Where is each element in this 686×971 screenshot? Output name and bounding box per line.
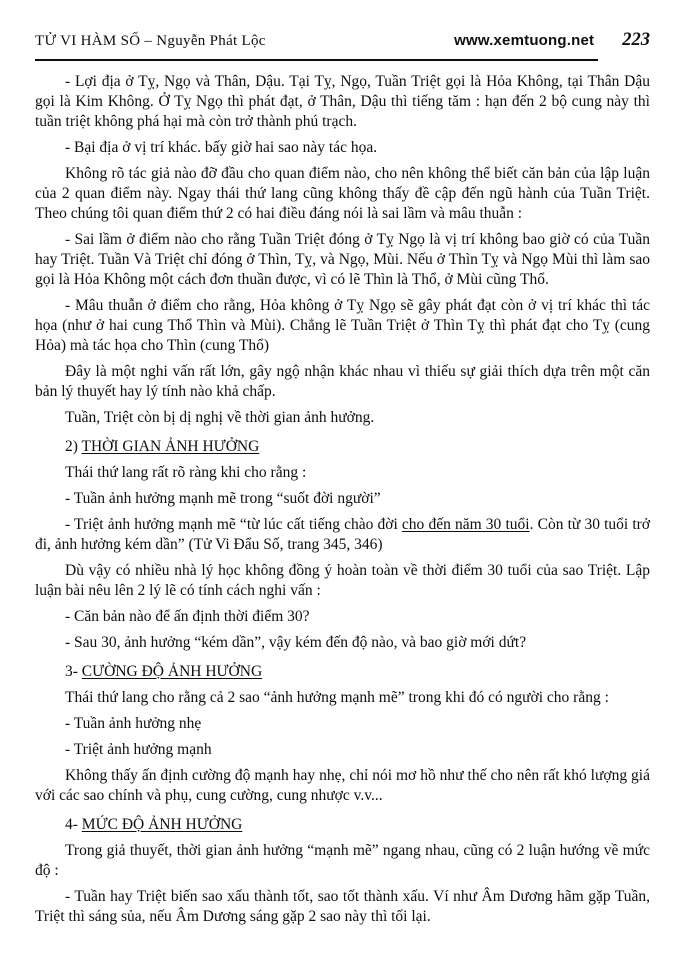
- paragraph-nghi-van: Đây là một nghi vấn rất lớn, gây ngộ nhận khác nhau vì thiếu sự giải thích dựa trên một căn bản lý thuyết hay lý tính nào khả chấp.: [35, 363, 650, 400]
- website-url: www.xemtuong.net: [454, 32, 595, 49]
- paragraph-tuan-nhe: - Tuần ảnh hưởng nhẹ: [65, 715, 202, 732]
- paragraph-triet-manh: - Triệt ảnh hưởng mạnh: [65, 741, 212, 758]
- heading-number: 3-: [65, 663, 82, 680]
- paragraph-khong-ro: Không rõ tác giả nào đỡ đầu cho quan điểm nào, cho nên không thể biết căn bản của lập luận của 2 quan điểm này. Ngay thái thứ lang cũng không thấy đề cập đến ngũ hành của Tuần Triệt. Theo chúng tôi quan điểm thứ 2 có hai điều đáng nói là sai lầm và mâu thuẫn :: [35, 165, 650, 222]
- paragraph-can-ban: - Căn bản nào để ấn định thời điểm 30?: [65, 608, 310, 625]
- paragraph-loi-dia: - Lợi địa ở Tỵ, Ngọ và Thân, Dậu. Tại Tỵ, Ngọ, Tuần Triệt gọi là Hỏa Không, tại Thân Dậu gọi là Kim Không. Ở Tỵ Ngọ thì phát đạt, ở Thân, Dậu thì tiếng tăm : hạn đến 2 bộ cung này thì tuần triệt không phá hại mà còn trở thành phú trạch.: [35, 73, 650, 130]
- paragraph-bai-dia: - Bại địa ở vị trí khác. bấy giờ hai sao này tác họa.: [65, 139, 378, 156]
- paragraph-thai-ro-rang: Thái thứ lang rất rõ ràng khi cho rằng :: [65, 464, 307, 481]
- triet-text-underlined: cho đến năm 30 tuổi: [401, 516, 530, 533]
- book-title: TỬ VI HÀM SỐ – Nguyễn Phát Lộc: [35, 33, 266, 49]
- paragraph-di-nghi: Tuần, Triệt còn bị dị nghị về thời gian ảnh hưởng.: [65, 409, 375, 426]
- page-number: 223: [622, 30, 650, 50]
- section-heading-cuong-do: [35, 662, 650, 682]
- paragraph-sau-30: - Sau 30, ảnh hưởng “kém dần”, vậy kém đến độ nào, và bao giờ mới dứt?: [65, 634, 527, 651]
- header-rule-group: [35, 32, 598, 61]
- paragraph-khong-thay: Không thấy ấn định cường độ mạnh hay nhẹ, chỉ nói mơ hồ như thế cho nên rất khó lượng giá với các sao chính và phụ, cung cường, cung nhược v.v...: [35, 767, 650, 804]
- paragraph-thai-ca-2-sao: Thái thứ lang cho rằng cả 2 sao “ảnh hưởng mạnh mẽ” trong khi đó có người cho rằng :: [65, 689, 609, 706]
- triet-text-before: - Triệt ảnh hưởng mạnh mẽ “từ lúc cất tiếng chào đời: [65, 516, 402, 533]
- heading-title: MỨC ĐỘ ẢNH HƯỞNG: [81, 816, 243, 833]
- heading-number: 2): [65, 438, 82, 455]
- section-heading-thoi-gian: [35, 437, 650, 457]
- heading-title: CƯỜNG ĐỘ ẢNH HƯỞNG: [81, 663, 263, 680]
- heading-title: THỜI GIAN ẢNH HƯỞNG: [81, 438, 260, 455]
- triet-text-after: . Còn từ 30 tuổi trở đi, ảnh hưởng kém dần” (Tử Vi Đẩu Số, trang 345, 346): [35, 516, 651, 553]
- paragraph-tuan-hay-triet: - Tuần hay Triệt biến sao xấu thành tốt, sao tốt thành xấu. Ví như Âm Dương hãm gặp Tuần, Triệt thì sáng sủa, nếu Âm Dương sáng gặp 2 sao này thì tối lại.: [35, 888, 650, 925]
- page-body: [35, 72, 650, 927]
- paragraph-triet-manh-me: [35, 515, 650, 555]
- paragraph-trong-gia-thuyet: Trong giả thuyết, thời gian ảnh hưởng “mạnh mẽ” ngang nhau, cũng có 2 luận hướng về mức độ :: [35, 842, 650, 879]
- heading-number: 4-: [65, 816, 82, 833]
- paragraph-du-vay: Dù vậy có nhiều nhà lý học không đồng ý hoàn toàn về thời điểm 30 tuổi của sao Triệt. Lập luận bài nêu lên 2 lý lẽ có tính cách nghi vấn :: [35, 562, 650, 599]
- page-header: [35, 30, 650, 61]
- paragraph-mau-thuan: - Mâu thuẫn ở điểm cho rằng, Hỏa không ở Tỵ Ngọ sẽ gây phát đạt còn ở vị trí khác thì tác họa (như ở hai cung Thổ Thìn và Mùi). Chẳng lẽ Tuần Triệt ở Thìn Tỵ thì phát đạt cho Tỵ (cung Hỏa) mà tác họa cho Thìn (cung Thổ): [35, 297, 650, 354]
- paragraph-sai-lam: - Sai lầm ở điểm nào cho rằng Tuần Triệt đóng ở Tỵ Ngọ là vị trí không bao giờ có của Tuần hay Triệt. Tuần Và Triệt chỉ đóng ở Thìn, Tỵ, và Ngọ, Mùi. Nếu ở Thìn Tỵ và Ngọ Mùi thì làm sao gọi là Hỏa Không một cách đơn thuần được, vì có lẽ Thìn là Thổ, ở Mùi cũng Thổ.: [35, 231, 650, 288]
- paragraph-tuan-manh-me: - Tuần ảnh hưởng mạnh mẽ trong “suốt đời người”: [65, 490, 381, 507]
- section-heading-muc-do: [35, 815, 650, 835]
